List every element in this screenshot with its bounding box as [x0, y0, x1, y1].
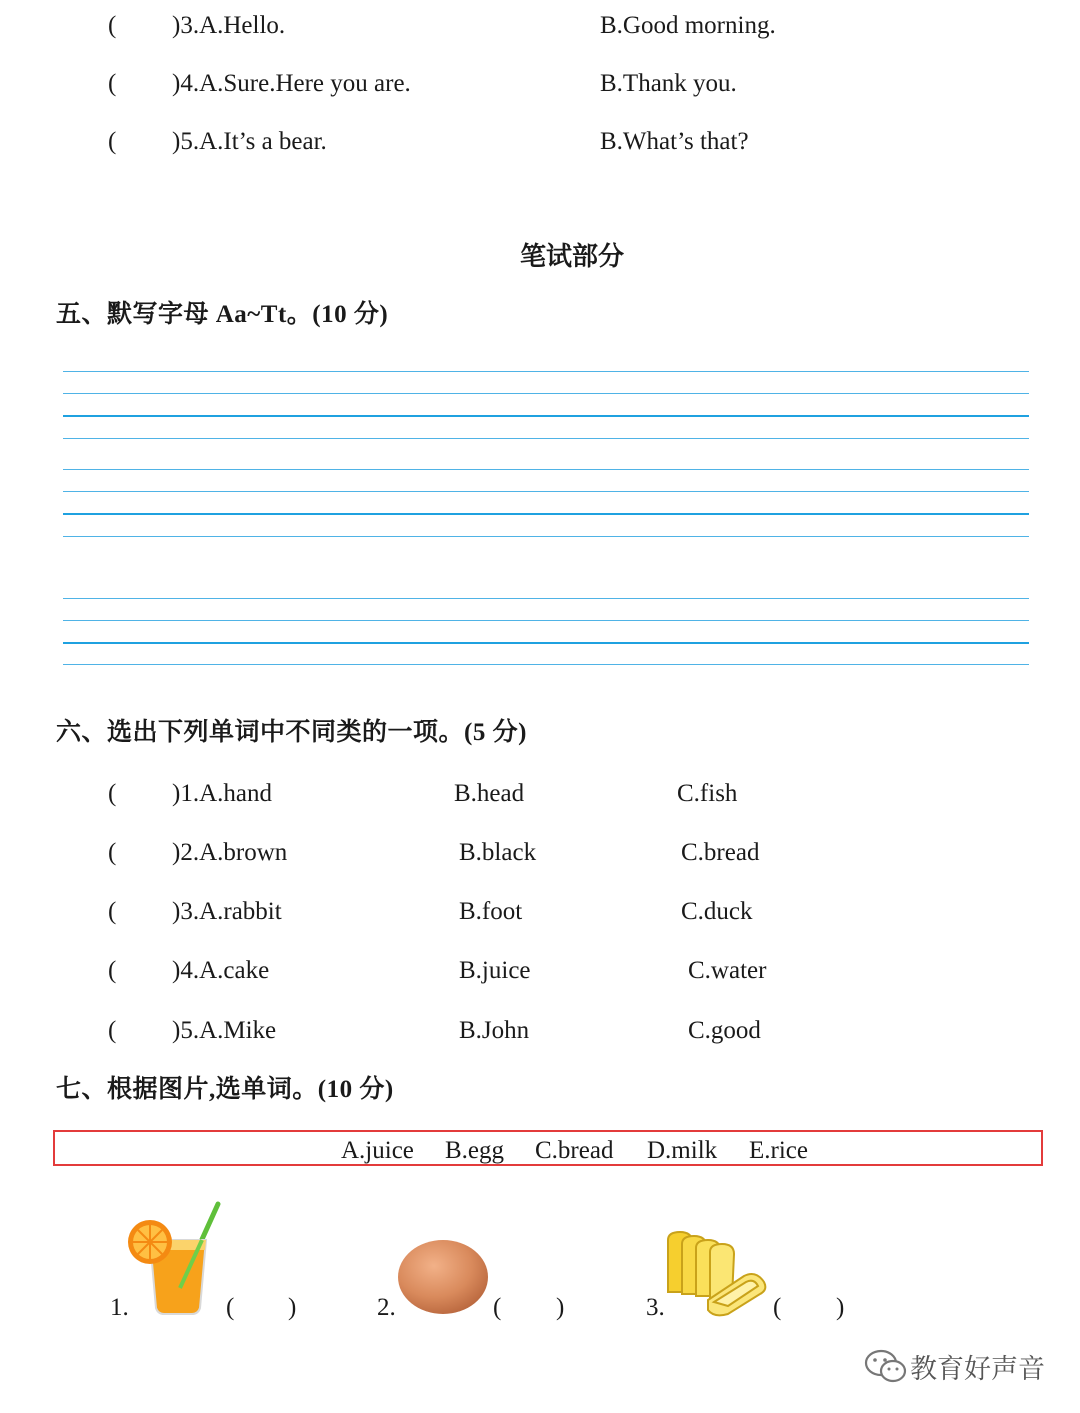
word-bank-box: [53, 1130, 1043, 1166]
writing-line: [63, 536, 1029, 537]
answer-paren-open[interactable]: (: [108, 12, 117, 39]
s6-item-2-a: )2.A.brown: [172, 839, 288, 866]
writing-line: [63, 598, 1029, 599]
answer-paren-close: ): [836, 1294, 845, 1321]
word-option-milk: D.milk: [647, 1137, 718, 1164]
s6-item-4-c: C.water: [688, 957, 767, 984]
section-7-title: 七、根据图片,选单词。(10 分): [56, 1076, 394, 1103]
writing-line: [63, 393, 1029, 394]
section-5-title: 五、默写字母 Aa~Tt。(10 分): [56, 301, 389, 328]
s6-item-1-a: )1.A.hand: [172, 780, 272, 807]
word-option-juice: A.juice: [341, 1137, 414, 1164]
s6-item-3-c: C.duck: [681, 898, 753, 925]
answer-paren-open[interactable]: (: [108, 898, 117, 925]
section-6-title: 六、选出下列单词中不同类的一项。(5 分): [56, 719, 527, 746]
writing-line: [63, 491, 1029, 492]
answer-paren-open[interactable]: (: [108, 1017, 117, 1044]
s6-item-3-a: )3.A.rabbit: [172, 898, 282, 925]
answer-paren-close: ): [556, 1294, 565, 1321]
writing-line: [63, 664, 1029, 665]
answer-paren-open[interactable]: (: [226, 1294, 235, 1321]
s6-item-5-b: B.John: [459, 1017, 530, 1044]
answer-paren-open[interactable]: (: [108, 128, 117, 155]
s6-item-1-b: B.head: [454, 780, 525, 807]
answer-paren-open[interactable]: (: [108, 957, 117, 984]
writing-line-baseline: [63, 415, 1029, 417]
writing-line: [63, 620, 1029, 621]
s6-item-3-b: B.foot: [459, 898, 523, 925]
s6-item-1-c: C.fish: [677, 780, 738, 807]
question-4-option-a: )4.A.Sure.Here you are.: [172, 70, 411, 97]
answer-paren-open[interactable]: (: [493, 1294, 502, 1321]
s6-item-5-a: )5.A.Mike: [172, 1017, 277, 1044]
answer-paren-open[interactable]: (: [108, 70, 117, 97]
answer-paren-close: ): [288, 1294, 297, 1321]
question-3-option-b: B.Good morning.: [600, 12, 776, 39]
wechat-icon: [864, 1348, 908, 1384]
orange-juice-icon: [126, 1198, 222, 1318]
writing-line: [63, 371, 1029, 372]
s6-item-4-a: )4.A.cake: [172, 957, 270, 984]
s6-item-4-b: B.juice: [459, 957, 531, 984]
egg-icon: [396, 1238, 490, 1318]
question-5-option-a: )5.A.It’s a bear.: [172, 128, 327, 155]
writing-line-baseline: [63, 642, 1029, 644]
bread-icon: [664, 1230, 770, 1318]
question-5-option-b: B.What’s that?: [600, 128, 749, 155]
s6-item-5-c: C.good: [688, 1017, 761, 1044]
answer-paren-open[interactable]: (: [108, 780, 117, 807]
question-3-option-a: )3.A.Hello.: [172, 12, 286, 39]
word-option-rice: E.rice: [749, 1137, 808, 1164]
picture-3-number: 3.: [646, 1294, 665, 1321]
word-option-bread: C.bread: [535, 1137, 614, 1164]
writing-line-baseline: [63, 513, 1029, 515]
answer-paren-open[interactable]: (: [108, 839, 117, 866]
question-4-option-b: B.Thank you.: [600, 70, 737, 97]
s6-item-2-c: C.bread: [681, 839, 760, 866]
word-option-egg: B.egg: [445, 1137, 505, 1164]
picture-1-number: 1.: [110, 1294, 129, 1321]
watermark-text: 教育好声音: [910, 1354, 1045, 1385]
written-part-title: 笔试部分: [520, 242, 625, 271]
writing-line: [63, 469, 1029, 470]
picture-2-number: 2.: [377, 1294, 396, 1321]
writing-line: [63, 438, 1029, 439]
answer-paren-open[interactable]: (: [773, 1294, 782, 1321]
s6-item-2-b: B.black: [459, 839, 537, 866]
